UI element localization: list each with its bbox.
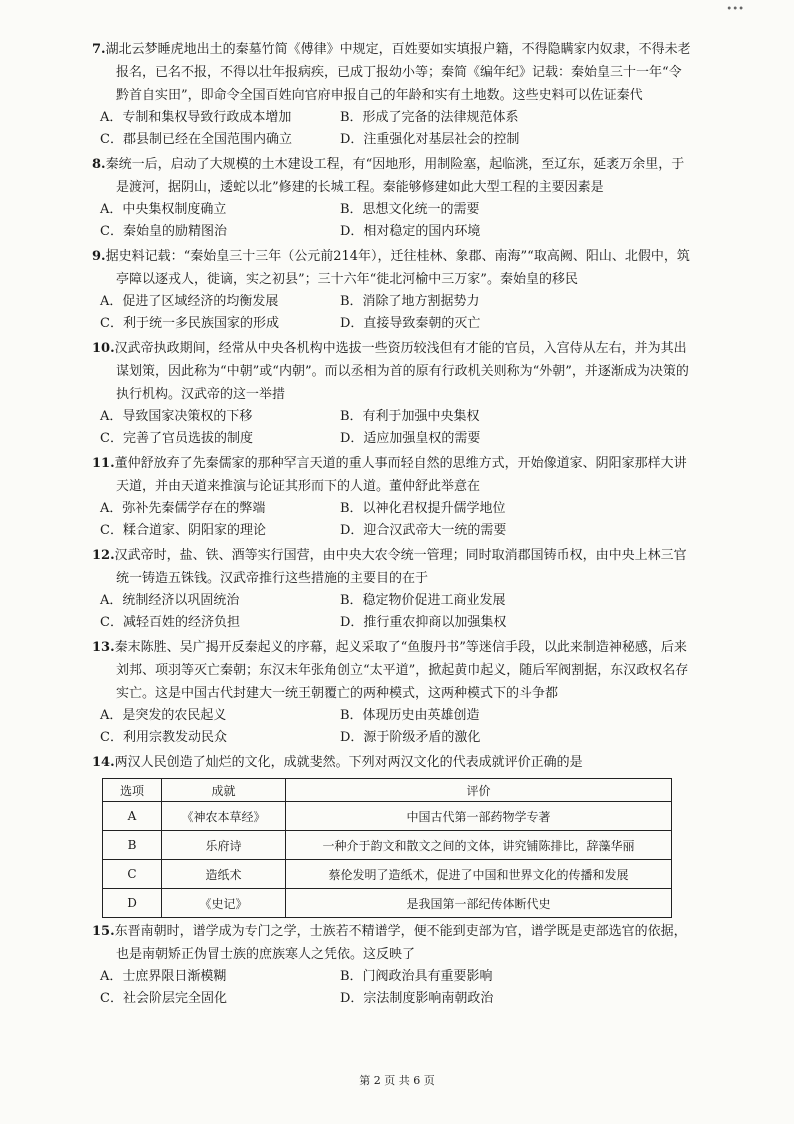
option-list <box>92 406 692 450</box>
option-b: B．有利于加强中央集权 <box>340 409 480 424</box>
option-c: C．利用宗教发动民众 <box>100 730 227 745</box>
question-item <box>92 337 692 450</box>
header-evaluation: 评价 <box>286 779 672 802</box>
option-list <box>92 107 692 151</box>
question-stem <box>92 751 692 774</box>
question-item <box>92 544 692 634</box>
question-list <box>92 38 692 749</box>
table-cell: 是我国第一部纪传体断代史 <box>286 889 672 918</box>
option-d: D．直接导致秦朝的灭亡 <box>340 316 481 331</box>
question-text: 秦末陈胜、吴广揭开反秦起义的序幕，起义采取了“鱼腹丹书”等迷信手段，以此来制造神秘感，后来刘邦、项羽等灭亡秦朝；东汉末年张角创立“太平道”，掀起黄巾起义，随后军阀割据，东汉政权名存实亡。这是中国古代封建大一统王朝覆亡的两种模式，这两种模式下的斗争都 <box>114 640 689 701</box>
table-cell: D <box>103 889 162 918</box>
question-stem <box>92 38 692 107</box>
option-d: D．源于阶级矛盾的激化 <box>340 730 481 745</box>
question-number: 12. <box>92 548 115 563</box>
question-item <box>92 38 692 151</box>
option-b: B．稳定物价促进工商业发展 <box>340 593 506 608</box>
option-list <box>92 199 692 243</box>
question-text: 湖北云梦睡虎地出土的秦墓竹简《傅律》中规定，百姓要如实填报户籍，不得隐瞒家内奴隶，不得未老报名，已名不报，不得以壮年报病疾，已成丁报幼小等；秦简《编年纪》记载：秦始皇三十一年“令黔首自实田”，即命令全国百姓向官府申报自己的年龄和实有土地数。这些史料可以佐证秦代 <box>105 42 691 103</box>
option-a: A．士庶界限日渐模糊 <box>100 969 227 984</box>
option-d: D．宗法制度影响南朝政治 <box>340 991 494 1006</box>
option-c: C．完善了官员选拔的制度 <box>100 431 253 446</box>
exam-page <box>92 38 692 1012</box>
table-row <box>103 860 672 889</box>
option-list <box>92 498 692 542</box>
option-c: C．郡县制已经在全国范围内确立 <box>100 132 292 147</box>
question-text: 秦统一后，启动了大规模的土木建设工程，有“因地形，用制险塞，起临洮，至辽东，延袤万余里，于是渡河，据阴山，逶蛇以北”修建的长城工程。秦能够修建如此大型工程的主要因素是 <box>105 157 685 195</box>
question-text: 汉武帝时，盐、铁、酒等实行国营，由中央大农令统一管理；同时取消郡国铸币权，由中央上林三官统一铸造五铢钱。汉武帝推行这些措施的主要目的在于 <box>114 548 687 586</box>
option-a: A．弥补先秦儒学存在的弊端 <box>100 501 266 516</box>
question-stem <box>92 245 692 291</box>
question-stem <box>92 920 692 966</box>
table-cell: 造纸术 <box>162 860 286 889</box>
option-d: D．适应加强皇权的需要 <box>340 431 481 446</box>
question-number: 9. <box>92 249 106 264</box>
header-option: 选项 <box>103 779 162 802</box>
question-15 <box>92 920 692 1010</box>
page-footer: 第 2 页 共 6 页 <box>359 1074 435 1087</box>
question-stem <box>92 636 692 705</box>
question-item <box>92 153 692 243</box>
question-number: 11. <box>92 456 115 471</box>
option-c: C．社会阶层完全固化 <box>100 991 227 1006</box>
table-cell: 乐府诗 <box>162 831 286 860</box>
option-list <box>92 705 692 749</box>
question-item <box>92 452 692 542</box>
table-header-row <box>103 779 672 802</box>
table-cell: A <box>103 802 162 831</box>
table-cell: 一种介于韵文和散文之间的文体，讲究铺陈排比，辞藻华丽 <box>286 831 672 860</box>
table-cell: 蔡伦发明了造纸术，促进了中国和世界文化的传播和发展 <box>286 860 672 889</box>
question-number: 13. <box>92 640 115 655</box>
option-list <box>92 291 692 335</box>
question-stem <box>92 544 692 590</box>
question-text: 东晋南朝时，谱学成为专门之学，士族若不精谱学，便不能到吏部为官，谱学既是吏部选官的依据，也是南朝矫正伪冒士族的庶族寒人之凭依。这反映了 <box>114 924 687 962</box>
question-number: 8. <box>92 157 106 172</box>
option-b: B．形成了完备的法律规范体系 <box>340 110 519 125</box>
option-list <box>92 590 692 634</box>
question-14 <box>92 751 692 918</box>
question-stem <box>92 337 692 406</box>
question-item <box>92 245 692 335</box>
question-item <box>92 636 692 749</box>
table-cell: 《史记》 <box>162 889 286 918</box>
option-b: B．以神化君权提升儒学地位 <box>340 501 506 516</box>
question-stem <box>92 153 692 199</box>
question-number: 15. <box>92 924 115 939</box>
option-a: A．统制经济以巩固统治 <box>100 593 240 608</box>
option-a: A．专制和集权导致行政成本增加 <box>100 110 292 125</box>
option-b: B．门阀政治具有重要影响 <box>340 969 493 984</box>
header-achievement: 成就 <box>162 779 286 802</box>
question-text: 汉武帝执政期间，经常从中央各机构中选拔一些资历较浅但有才能的官员，入宫侍从左右，并为其出谋划策，因此称为“中朝”或“内朝”。而以丞相为首的原有行政机关则称为“外朝”，并逐渐成为决策的执行机构。汉武帝的这一举措 <box>114 341 689 402</box>
corner-mark: ••• <box>726 4 744 15</box>
table-row <box>103 831 672 860</box>
question-number: 10. <box>92 341 115 356</box>
option-c: C．秦始皇的励精图治 <box>100 224 227 239</box>
option-a: A．促进了区域经济的均衡发展 <box>100 294 279 309</box>
option-d: D．注重强化对基层社会的控制 <box>340 132 520 147</box>
question-text: 据史料记载：“秦始皇三十三年（公元前214年），迁往桂林、象郡、南海”“取高阙、阳山、北假中，筑亭障以逐戎人，徙谪，实之初县”；三十六年“徙北河榆中三万家”。秦始皇的移民 <box>105 249 690 287</box>
question-text: 董仲舒放弃了先秦儒家的那种罕言天道的重人事而轻自然的思维方式，开始像道家、阴阳家那样大讲天道，并由天道来推演与论证其形而下的人道。董仲舒此举意在 <box>114 456 687 494</box>
question-stem <box>92 452 692 498</box>
table-cell: B <box>103 831 162 860</box>
question-number: 7. <box>92 42 106 57</box>
table-cell: 中国古代第一部药物学专著 <box>286 802 672 831</box>
table-row <box>103 889 672 918</box>
option-list <box>92 966 692 1010</box>
option-d: D．相对稳定的国内环境 <box>340 224 481 239</box>
option-d: D．推行重农抑商以加强集权 <box>340 615 507 630</box>
achievement-table <box>102 778 672 918</box>
option-d: D．迎合汉武帝大一统的需要 <box>340 523 507 538</box>
option-b: B．体现历史由英雄创造 <box>340 708 480 723</box>
question-number: 14. <box>92 755 115 770</box>
table-cell: 《神农本草经》 <box>162 802 286 831</box>
table-cell: C <box>103 860 162 889</box>
option-c: C．利于统一多民族国家的形成 <box>100 316 279 331</box>
option-b: B．思想文化统一的需要 <box>340 202 480 217</box>
table-row <box>103 802 672 831</box>
option-c: C．减轻百姓的经济负担 <box>100 615 240 630</box>
option-c: C．糅合道家、阴阳家的理论 <box>100 523 266 538</box>
option-a: A．是突发的农民起义 <box>100 708 227 723</box>
option-a: A．导致国家决策权的下移 <box>100 409 253 424</box>
question-text: 两汉人民创造了灿烂的文化，成就斐然。下列对两汉文化的代表成就评价正确的是 <box>114 755 583 770</box>
option-b: B．消除了地方割据势力 <box>340 294 480 309</box>
option-a: A．中央集权制度确立 <box>100 202 227 217</box>
